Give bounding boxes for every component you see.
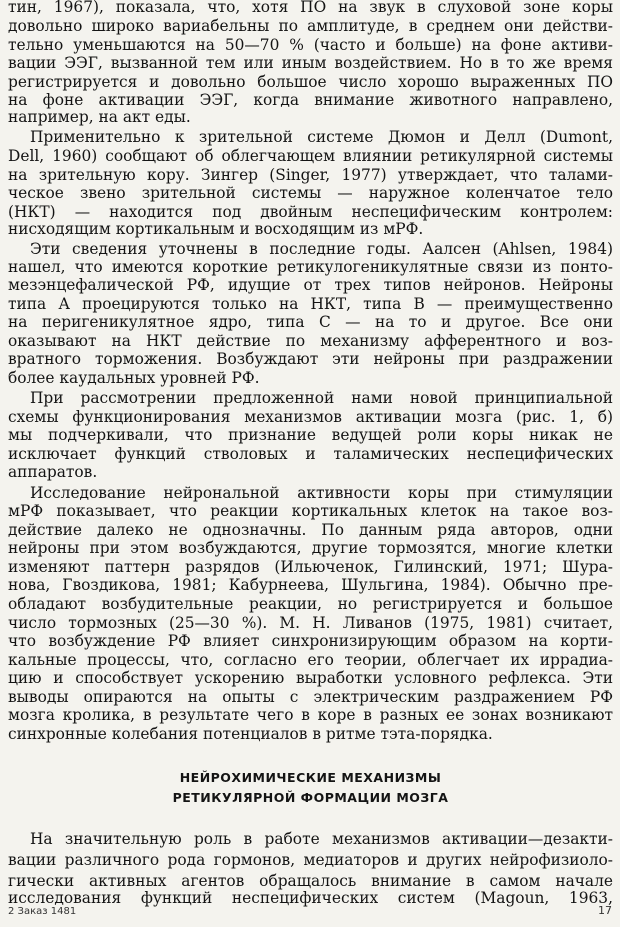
text-line: нашел, что имеются короткие ретикулогеникулятные связи из понто- bbox=[8, 258, 613, 276]
text-line: При рассмотрении предложенной нами новой принципиальной bbox=[30, 389, 613, 407]
text-line: изменяют паттерн разрядов (Ильюченок, Гилинский, 1971; Шура- bbox=[8, 558, 613, 576]
text-line: исследования функций неспецифических систем (Magoun, 1963, bbox=[8, 889, 613, 907]
text-line: мРФ показывает, что реакции кортикальных клеток на такое воз- bbox=[8, 502, 613, 520]
text-line: исключает функций стволовых и таламических неспецифических bbox=[8, 445, 613, 463]
text-line: мы подчеркивали, что признание ведущей роли коры никак не bbox=[8, 426, 613, 444]
section-heading-line: РЕТИКУЛЯРНОЙ ФОРМАЦИИ МОЗГА bbox=[172, 790, 449, 805]
text-line: например, на акт еды. bbox=[8, 108, 191, 126]
text-line: типа А проецируются только на НКТ, типа В — преимущественно bbox=[8, 295, 613, 313]
text-line: Исследование нейрональной активности коры при стимуляции bbox=[30, 484, 613, 502]
page-number: 17 bbox=[598, 904, 612, 917]
text-line: тельно уменьшаются на 50—70 % (часто и больше) на фоне активи- bbox=[8, 36, 613, 54]
text-line: на перигеникулятное ядро, типа С — на то и другое. Все они bbox=[8, 313, 613, 331]
text-line: нисходящим кортикальным и восходящим из мРФ. bbox=[8, 220, 424, 238]
text-line: оказывают на НКТ действие по механизму афферентного и воз- bbox=[8, 332, 613, 350]
text-line: действие далеко не однозначны. По данным ряда авторов, одни bbox=[8, 521, 613, 539]
text-line: обладают возбудительные реакции, но регистрируется и большое bbox=[8, 595, 613, 613]
section-heading bbox=[8, 768, 613, 808]
text-line: нейроны при этом возбуждаются, другие тормозятся, многие клетки bbox=[8, 539, 613, 557]
text-line: Эти сведения уточнены в последние годы. Аалсен (Ahlsen, 1984) bbox=[30, 240, 613, 258]
text-line: тин, 1967), показала, что, хотя ПО на звук в слуховой зоне коры bbox=[8, 0, 613, 16]
text-line: (НКТ) — находится под двойным неспецифическим контролем: bbox=[8, 203, 613, 221]
text-line: Применительно к зрительной системе Дюмон и Делл (Dumont, bbox=[30, 128, 613, 146]
text-line: вации различного рода гормонов, медиаторов и других нейрофизиоло- bbox=[8, 851, 613, 869]
text-line: число тормозных (25—30 %). М. Н. Ливанов (1975, 1981) считает, bbox=[8, 614, 613, 632]
text-line: более каудальных уровней РФ. bbox=[8, 369, 260, 387]
text-line: на фоне активации ЭЭГ, когда внимание животного направлено, bbox=[8, 91, 613, 109]
text-line: кальные процессы, что, согласно его теории, облегчает их иррадиа- bbox=[8, 651, 613, 669]
text-line: на зрительную кору. Зингер (Singer, 1977) утверждает, что талами- bbox=[8, 166, 613, 184]
text-line: вации ЭЭГ, вызванной тем или иным воздействием. Но в то же время bbox=[8, 54, 613, 72]
text-line: ческое звено зрительной системы — наружное коленчатое тело bbox=[8, 184, 613, 202]
text-line: Dell, 1960) сообщают об облегчающем влиянии ретикулярной системы bbox=[8, 147, 613, 165]
text-line: гически активных агентов обращалось внимание в самом начале bbox=[8, 872, 613, 890]
text-line: регистрируется и довольно большое число хорошо выраженных ПО bbox=[8, 73, 613, 91]
text-line: нова, Гвоздикова, 1981; Кабурнеева, Шульгина, 1984). Обычно пре- bbox=[8, 576, 613, 594]
text-line: На значительную роль в работе механизмов активации—дезакти- bbox=[30, 830, 613, 848]
text-line: синхронные колебания потенциалов в ритме тэта-порядка. bbox=[8, 725, 493, 743]
printer-signature: 2 Заказ 1481 bbox=[8, 906, 77, 917]
text-line: что возбуждение РФ влияет синхронизирующим образом на корти- bbox=[8, 632, 613, 650]
text-line: схемы функционирования механизмов активации мозга (рис. 1, б) bbox=[8, 408, 613, 426]
text-line: мезэнцефалической РФ, идущие от трех типов нейронов. Нейроны bbox=[8, 276, 613, 294]
text-line: мозга кролика, в результате чего в коре в разных ее зонах возникают bbox=[8, 706, 613, 724]
text-line: довольно широко вариабельны по амплитуде, в среднем они действи- bbox=[8, 17, 613, 35]
text-line: выводы опираются на опыты с электрическим раздражением РФ bbox=[8, 688, 613, 706]
text-line: вратного торможения. Возбуждают эти нейроны при раздражении bbox=[8, 350, 613, 368]
text-line: аппаратов. bbox=[8, 463, 98, 481]
text-line: цию и способствует ускорению выработки условного рефлекса. Эти bbox=[8, 669, 613, 687]
section-heading-line: НЕЙРОХИМИЧЕСКИЕ МЕХАНИЗМЫ bbox=[179, 770, 442, 785]
